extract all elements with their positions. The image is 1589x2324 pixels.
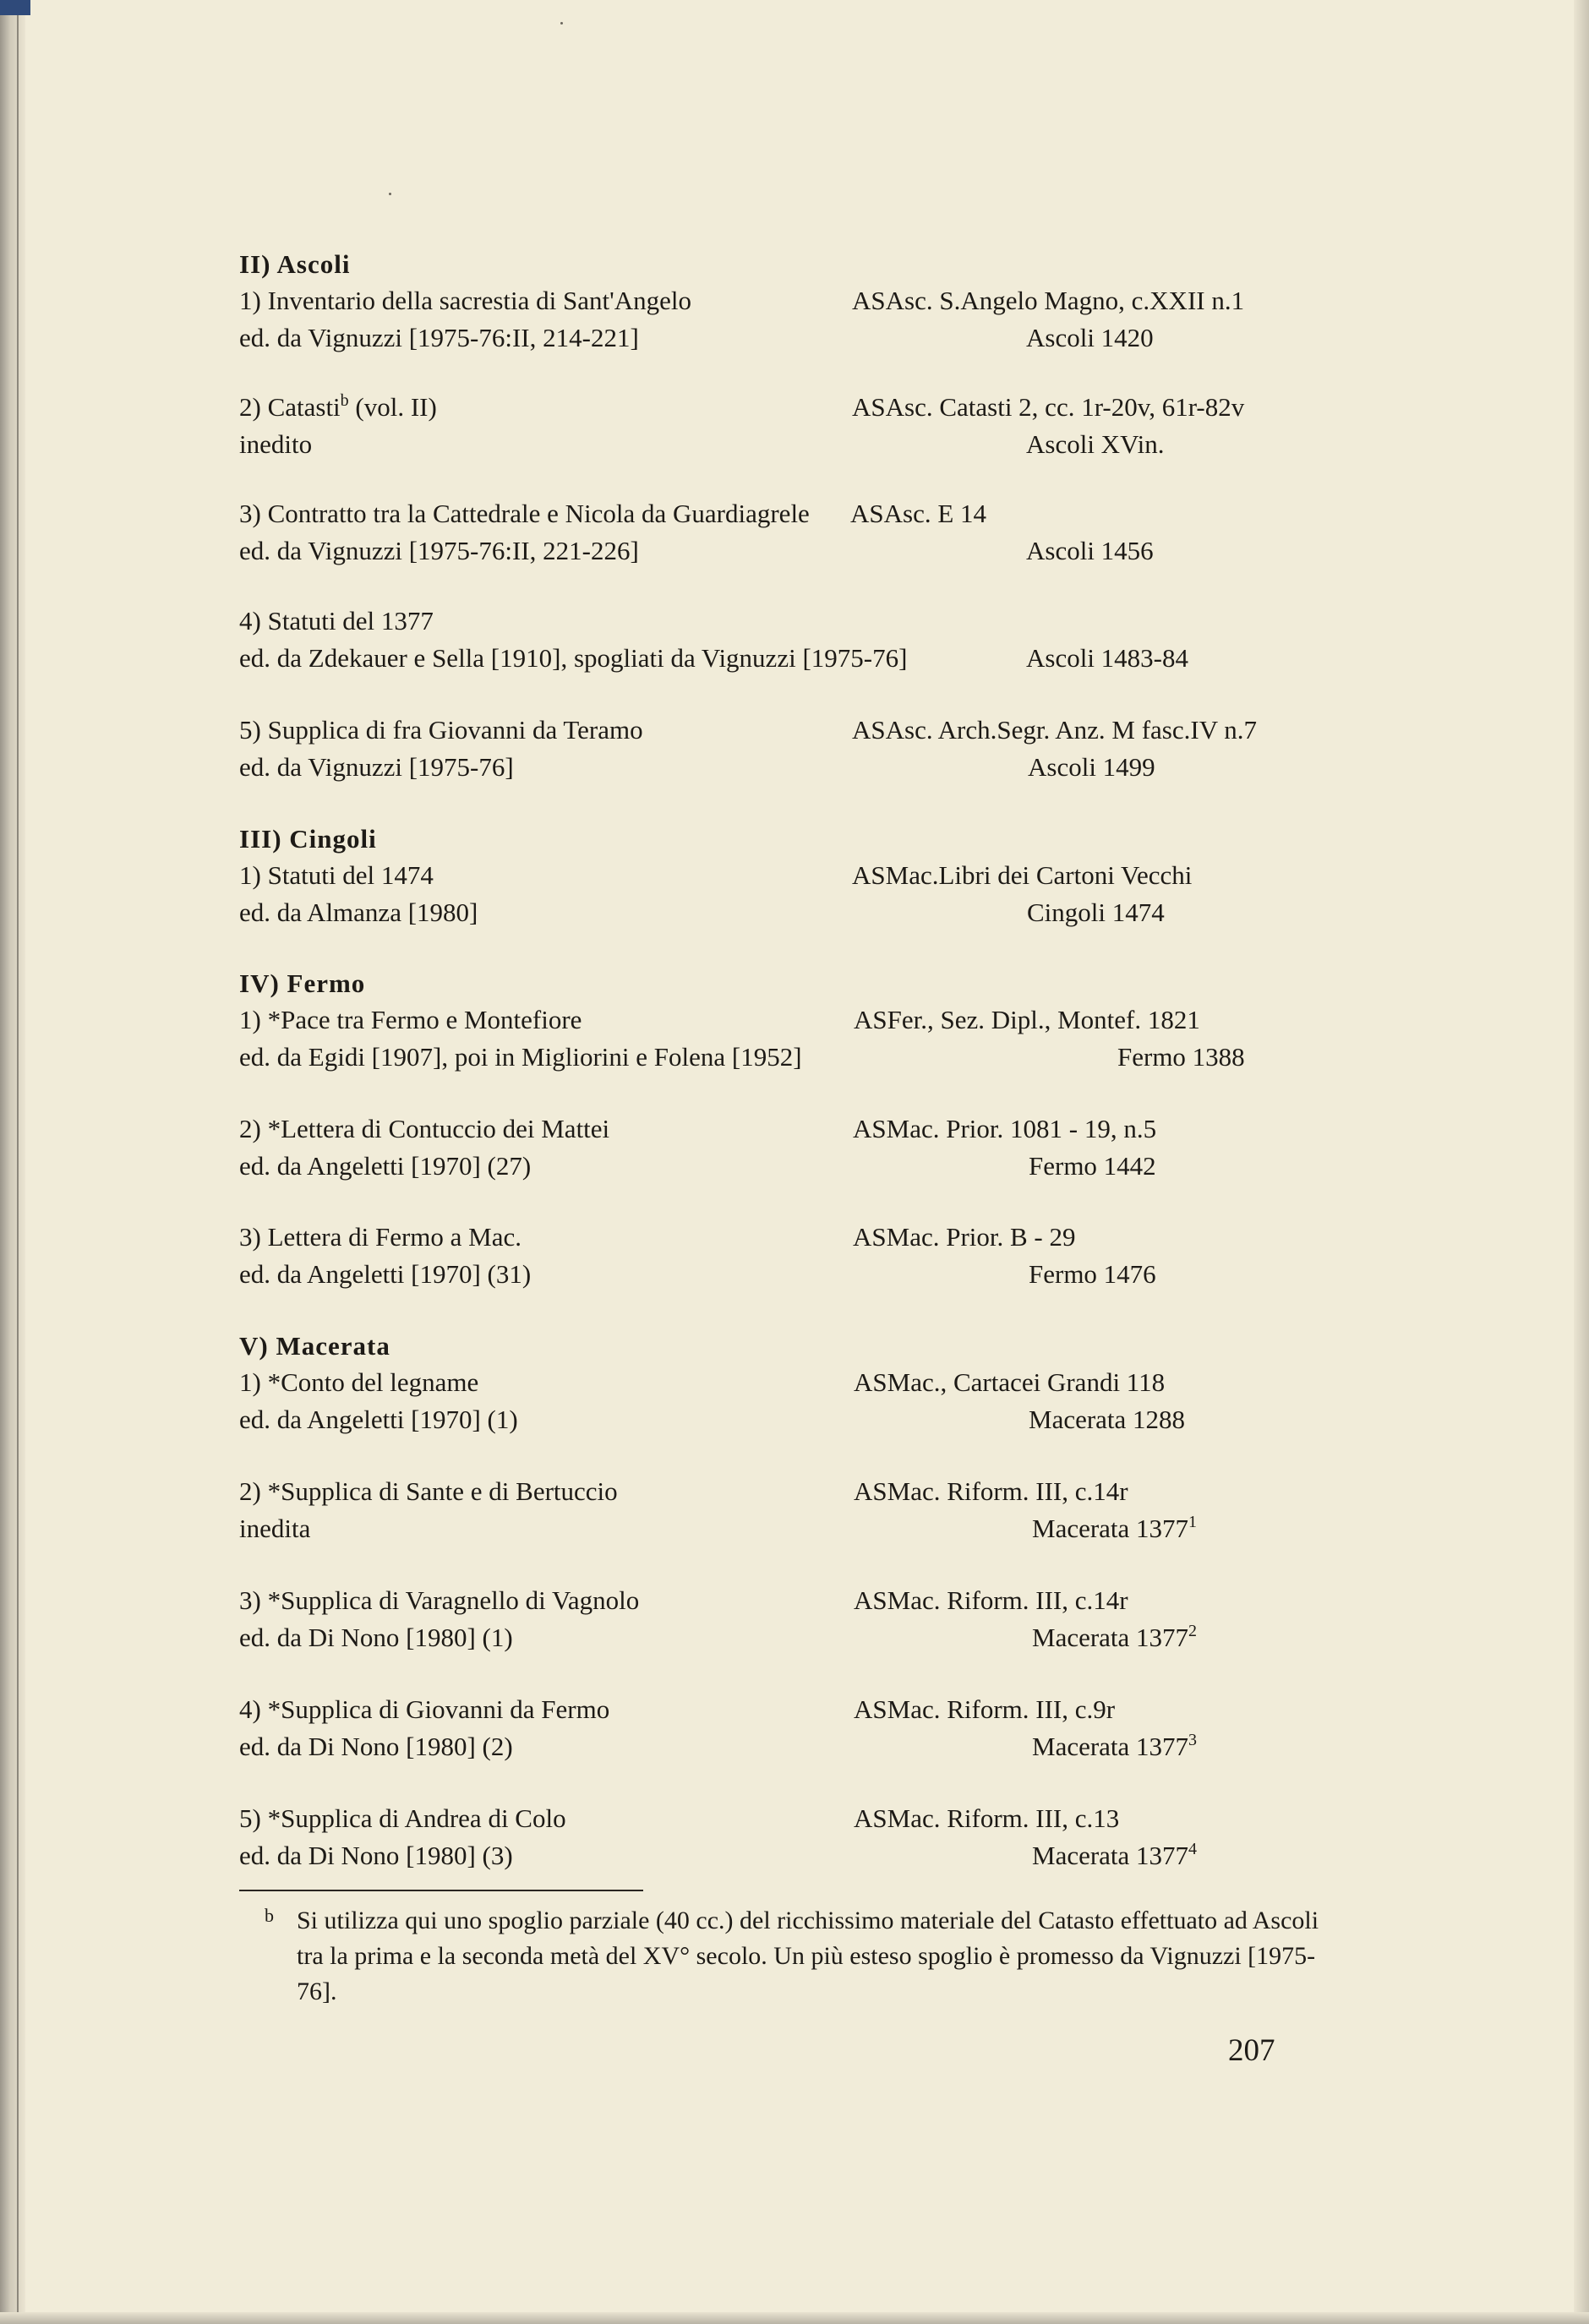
section-heading: IV) Fermo <box>239 968 366 998</box>
entry-place-date: Ascoli 1499 <box>1028 752 1155 782</box>
entry-title: 1) *Pace tra Fermo e Montefiore <box>239 1005 582 1034</box>
entry-archive: ASAsc. E 14 <box>850 499 987 528</box>
section-heading: III) Cingoli <box>239 824 377 854</box>
entry-place-date: Macerata 1377$^2$ <box>1032 1622 1198 1652</box>
entry-title: 2) *Supplica di Sante e di Bertuccio <box>239 1476 618 1506</box>
entry-edition: ed. da Angeletti [1970] (1) <box>239 1405 518 1434</box>
list-item <box>239 1691 1422 1776</box>
list-item <box>239 1364 1422 1448</box>
list-item <box>239 1473 1422 1558</box>
footnote-reference: 3 <box>1188 1731 1198 1749</box>
entry-archive: ASAsc. Arch.Segr. Anz. M fasc.IV n.7 <box>852 715 1258 745</box>
entry-title: 5) Supplica di fra Giovanni da Teramo <box>239 715 643 745</box>
page-number: 207 <box>1228 2033 1275 2068</box>
entry-place-date: Fermo 1476 <box>1029 1259 1156 1289</box>
entry-title: 4) *Supplica di Giovanni da Fermo <box>239 1694 610 1724</box>
list-item <box>239 1800 1422 1885</box>
list-item <box>239 1001 1422 1086</box>
entry-edition: ed. da Almanza [1980] <box>239 897 478 927</box>
entry-place-date: Ascoli XVin. <box>1026 429 1165 459</box>
entry-title: 3) Lettera di Fermo a Mac. <box>239 1222 521 1252</box>
entry-archive: ASMac. Riform. III, c.14r <box>854 1585 1128 1615</box>
footnote-reference: 4 <box>1188 1840 1198 1858</box>
entry-edition: ed. da Vignuzzi [1975-76:II, 221-226] <box>239 536 639 565</box>
paper-speck <box>560 22 563 25</box>
entry-edition: ed. da Zdekauer e Sella [1910], spogliati da Vignuzzi [1975-76] <box>239 643 908 673</box>
entry-title: 3) Contratto tra la Cattedrale e Nicola da Guardiagrele <box>239 499 810 528</box>
footnote-text: Si utilizza qui uno spoglio parziale (40 cc.) del ricchissimo materiale del Catasto effettuato ad Ascoli tra la prima e la seconda metà del XV° secolo. Un più esteso spoglio è promesso da Vignuzzi [1975-76]. <box>297 1907 1319 2005</box>
entry-title: 2) *Lettera di Contuccio dei Mattei <box>239 1114 610 1143</box>
entry-title: 2) Catasti$^b$ (vol. II) <box>239 391 437 422</box>
entry-title: 1) Statuti del 1474 <box>239 860 434 890</box>
list-item <box>239 857 1422 941</box>
list-item <box>239 389 1422 473</box>
entry-title: 1) *Conto del legname <box>239 1367 479 1397</box>
entry-edition: inedito <box>239 429 313 459</box>
entry-title: 4) Statuti del 1377 <box>239 606 434 636</box>
entry-edition: ed. da Di Nono [1980] (3) <box>239 1841 513 1870</box>
list-item <box>239 1219 1422 1303</box>
footnote <box>266 1903 1340 2010</box>
entry-archive: ASMac.Libri dei Cartoni Vecchi <box>852 860 1193 890</box>
list-item <box>239 495 1422 580</box>
entry-place-date: Ascoli 1456 <box>1026 536 1154 565</box>
entry-title: 3) *Supplica di Varagnello di Vagnolo <box>239 1585 640 1615</box>
entry-edition: inedita <box>239 1514 311 1543</box>
entry-edition: ed. da Di Nono [1980] (2) <box>239 1732 513 1761</box>
entry-place-date: Macerata 1377$^1$ <box>1032 1513 1198 1543</box>
list-item <box>239 1582 1422 1667</box>
entry-edition: ed. da Vignuzzi [1975-76:II, 214-221] <box>239 323 639 352</box>
entry-archive: ASMac. Riform. III, c.13 <box>854 1803 1120 1833</box>
entry-place-date: Fermo 1442 <box>1029 1151 1156 1181</box>
list-item <box>239 712 1422 796</box>
list-item <box>239 282 1422 367</box>
entry-edition: ed. da Angeletti [1970] (27) <box>239 1151 532 1181</box>
footnote-marker: b <box>265 1905 274 1926</box>
footnote-divider <box>239 1890 643 1891</box>
entry-title: 5) *Supplica di Andrea di Colo <box>239 1803 566 1833</box>
entry-place-date: Fermo 1388 <box>1117 1042 1245 1072</box>
entry-title: 1) Inventario della sacrestia di Sant'Angelo <box>239 286 691 315</box>
entry-archive: ASAsc. Catasti 2, cc. 1r-20v, 61r-82v <box>852 392 1245 422</box>
entry-place-date: Cingoli 1474 <box>1027 897 1165 927</box>
entry-edition: ed. da Di Nono [1980] (1) <box>239 1623 513 1652</box>
entry-place-date: Ascoli 1483-84 <box>1026 643 1189 673</box>
paper-speck <box>389 193 391 195</box>
entry-place-date: Ascoli 1420 <box>1026 323 1154 352</box>
entry-archive: ASAsc. S.Angelo Magno, c.XXII n.1 <box>852 286 1245 315</box>
entry-archive: ASMac., Cartacei Grandi 118 <box>854 1367 1166 1397</box>
entry-place-date: Macerata 1377$^4$ <box>1032 1840 1198 1870</box>
entry-archive: ASFer., Sez. Dipl., Montef. 1821 <box>854 1005 1200 1034</box>
section-heading: II) Ascoli <box>239 249 351 279</box>
entry-archive: ASMac. Prior. B - 29 <box>853 1222 1076 1252</box>
entry-edition: ed. da Egidi [1907], poi in Migliorini e Folena [1952] <box>239 1042 802 1072</box>
list-item <box>239 1110 1422 1195</box>
list-item <box>239 603 1422 687</box>
entry-edition: ed. da Vignuzzi [1975-76] <box>239 752 514 782</box>
footnote-reference: b <box>340 391 349 410</box>
footnote-reference: 2 <box>1188 1622 1198 1640</box>
section-heading: V) Macerata <box>239 1331 390 1361</box>
footnote-reference: 1 <box>1188 1513 1198 1531</box>
entry-archive: ASMac. Riform. III, c.14r <box>854 1476 1128 1506</box>
entry-archive: ASMac. Prior. 1081 - 19, n.5 <box>853 1114 1157 1143</box>
entry-edition: ed. da Angeletti [1970] (31) <box>239 1259 532 1289</box>
entry-archive: ASMac. Riform. III, c.9r <box>854 1694 1116 1724</box>
entry-place-date: Macerata 1377$^3$ <box>1032 1731 1198 1761</box>
entry-place-date: Macerata 1288 <box>1029 1405 1186 1434</box>
